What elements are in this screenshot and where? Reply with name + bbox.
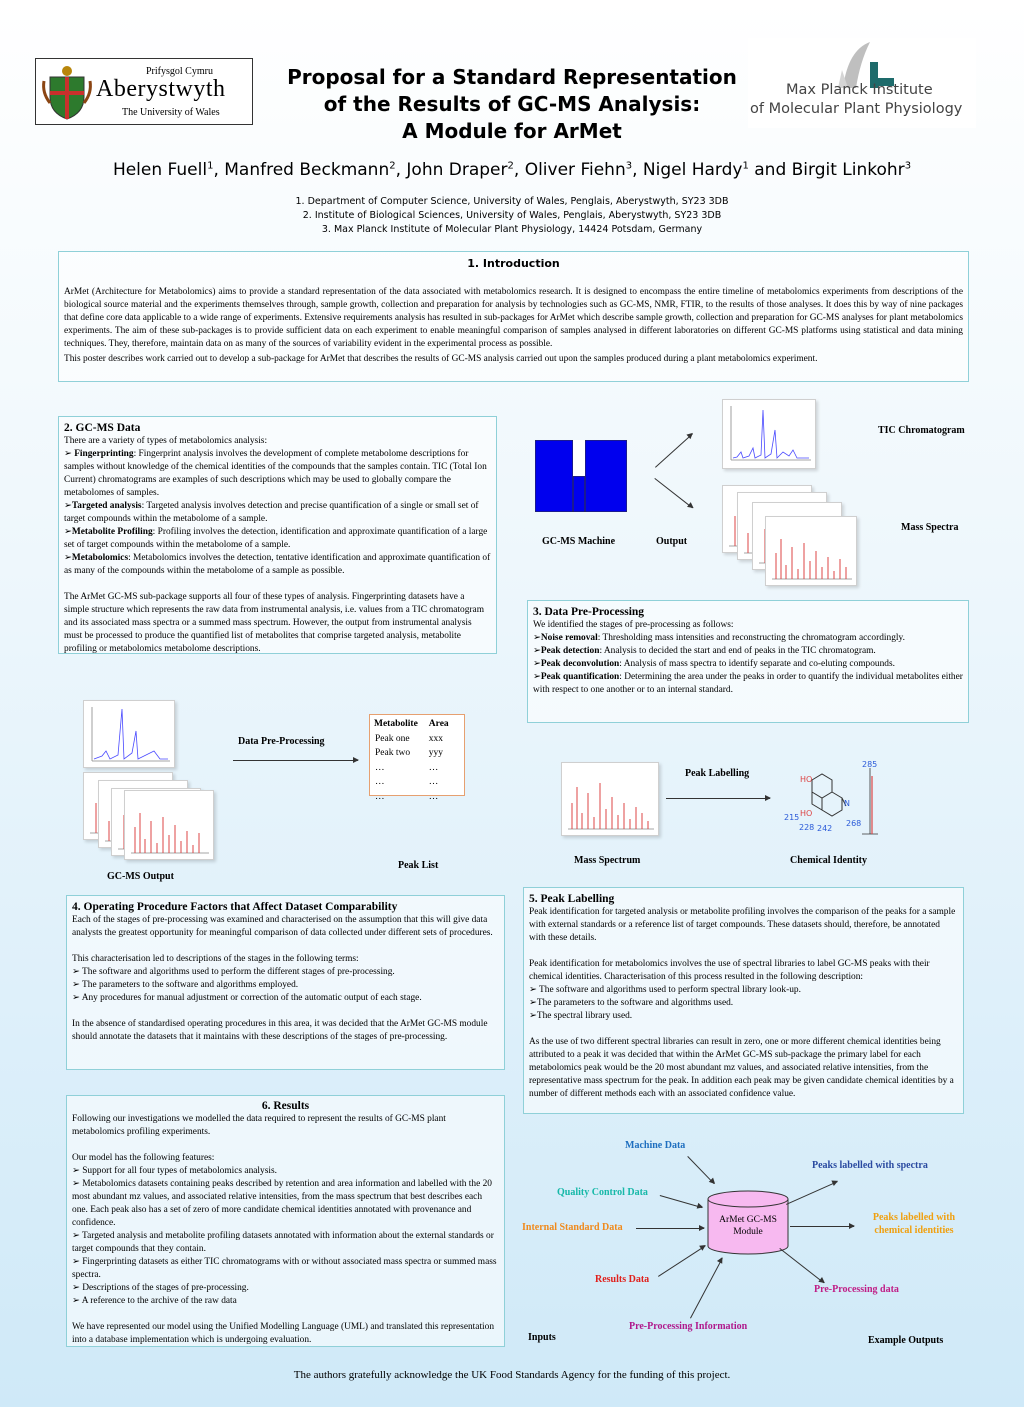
peak-list-table xyxy=(369,714,465,802)
gcms-output-tic-plot xyxy=(83,700,175,768)
factors-section xyxy=(66,895,505,1070)
arrow-preproc-info xyxy=(690,1258,723,1319)
arrow-to-identity xyxy=(666,798,770,799)
title-line-2: of the Results of GC-MS Analysis: xyxy=(323,92,701,116)
gcms-machine-icon xyxy=(535,440,627,512)
author-name: Manfred Beckmann xyxy=(224,160,390,180)
author-affiliation-number: 2 xyxy=(507,160,514,172)
author-affiliation-number: 1 xyxy=(207,160,214,172)
arrow-results-data xyxy=(658,1246,706,1277)
table-row: Peak two yyy xyxy=(375,748,444,758)
poster-title xyxy=(262,64,762,145)
preproc-item-4: ➢Peak quantification: Determining the area under the peaks in order to quantify the individual metabolites either with respect to one another or to an internal standard. xyxy=(533,672,963,695)
mass-spectrum-plot-4 xyxy=(765,516,857,586)
gcms-data-section xyxy=(58,416,497,654)
preproc-item-2: ➢Peak detection: Analysis to decided the start and end of peaks in the TIC chromatogram. xyxy=(533,646,876,656)
preproc-item-3: ➢Peak deconvolution: Analysis of mass spectra to identify separate and co-eluting compounds. xyxy=(533,659,895,669)
arrow-preproc-data xyxy=(779,1248,824,1283)
mol-label-215: 215 xyxy=(784,813,800,822)
internal-standard-label: Internal Standard Data xyxy=(522,1222,623,1233)
gcms-output-ms-4 xyxy=(124,790,214,860)
results-title: 6. Results xyxy=(261,1100,310,1112)
qc-data-label: Quality Control Data xyxy=(557,1187,648,1198)
arrow-peaks-spectra xyxy=(786,1181,838,1205)
gcms-p2: The ArMet GC-MS sub-package supports all four of these types of analysis. Fingerprinting datasets have a simple structure which represents the raw data from instrumental analysis, i.e. values from a TIC chromatogram and its associated mass spectra or a summed mass spectrum. However, the output from instrumental analysis must be processed to produce the quantified list of metabolites that comprise targeted analysis, metabolite profiling or metabolomics metabolome descriptions. xyxy=(64,592,485,654)
mass-spectrum-label: Mass Spectrum xyxy=(574,855,641,866)
peak-list-label: Peak List xyxy=(398,860,439,871)
title-line-1: Proposal for a Standard Representation xyxy=(287,65,737,89)
single-mass-spectrum-plot xyxy=(561,762,659,836)
intro-p2: This poster describes work carried out to develop a sub-package for ArMet that describes the results of GC-MS analysis carried out upon the samples produced during a plant metabolomics experiment. xyxy=(64,354,818,364)
logo-line3: The University of Wales xyxy=(122,107,220,118)
table-row: Peak one xxx xyxy=(375,733,444,744)
gcms-item-4: ➢Metabolomics: Metabolomics involves the detection, tentative identification and approximate quantification of as many of the compounds within the metabolome of a sample as possible. xyxy=(64,553,491,576)
author-name: Helen Fuell xyxy=(112,160,208,180)
results-section xyxy=(66,1095,505,1347)
peak-labelling-label: Peak Labelling xyxy=(685,768,750,779)
affiliation-1: 1. Department of Computer Science, University of Wales, Penglais, Aberystwyth, SY23 3DB xyxy=(295,196,729,207)
preproc-info-label: Pre-Processing Information xyxy=(629,1321,748,1332)
mol-label-285: 285 xyxy=(862,760,878,769)
author-name: Oliver Fiehn xyxy=(524,160,626,180)
tic-label: TIC Chromatogram xyxy=(878,425,965,436)
table-row: … … xyxy=(375,777,439,787)
preproc-item-1: ➢Noise removal: Thresholding mass intensities and reconstructing the chromatogram accordingly. xyxy=(533,633,905,643)
preproc-title: 3. Data Pre-Processing xyxy=(533,606,645,618)
arrow-to-peak-list xyxy=(233,760,358,761)
factors-item-1: ➢ The software and algorithms used to perform the different stages of pre-processing. xyxy=(72,967,395,977)
arrow-qc-data xyxy=(660,1195,703,1208)
author-affiliation-number: 3 xyxy=(625,160,633,172)
preproc-intro: We identified the stages of pre-processing as follows: xyxy=(533,620,734,630)
preproc-data-label: Pre-Processing data xyxy=(814,1284,899,1295)
labelling-item-3: ➢The spectral library used. xyxy=(529,1011,633,1021)
gcms-item-2: ➢Targeted analysis: Targeted analysis involves detection and precise quantification of a single or small set of target compounds within the metabolome of a sample. xyxy=(64,501,479,524)
gcms-machine-label: GC-MS Machine xyxy=(542,536,616,547)
factors-p2: This characterisation led to descriptions of the stages in the following terms: xyxy=(72,954,359,964)
table-header-metabolite: Metabolite xyxy=(374,719,418,729)
mol-label-ho-1: HO xyxy=(800,775,813,784)
results-p2: Our model has the following features: xyxy=(72,1153,215,1163)
introduction-section xyxy=(58,251,969,382)
peaks-chem-label: Peaks labelled with chemical identities xyxy=(872,1212,956,1236)
results-data-label: Results Data xyxy=(595,1274,650,1285)
labelling-p1: Peak identification for targeted analysis or metabolite profiling involves the comparison of the peaks for a sample with external standards or a reference list of target compounds. These datasets should, therefore, be annotated with these details. xyxy=(529,907,956,943)
aberystwyth-logo xyxy=(35,58,253,125)
outputs-label: Example Outputs xyxy=(868,1335,944,1346)
affiliation-3: 3. Max Planck Institute of Molecular Plant Physiology, 14424 Potsdam, Germany xyxy=(321,224,703,235)
results-item-4: ➢ Fingerprinting datasets as either TIC chromatograms with or without associated mass spectra or summed mass spectra. xyxy=(72,1257,497,1280)
max-planck-logo xyxy=(748,38,976,128)
author-affiliation-number: 1 xyxy=(742,160,749,172)
results-item-2: ➢ Metabolomics datasets containing peaks described by retention and area information and labelled with the 20 most abundant mz values, and associated relative intensities, from the mass spectrum that best describes each one. Each peak also has a set of zero of more candidate chemical identities annotated with provenance and confidence. xyxy=(72,1179,492,1228)
intro-title: 1. Introduction xyxy=(467,257,560,270)
chemical-structure-icon xyxy=(782,758,880,838)
module-label: ArMet GC-MS Module xyxy=(719,1215,777,1237)
logo-line2: Aberystwyth xyxy=(96,76,226,102)
table-header-area: Area xyxy=(428,719,449,729)
factors-item-3: ➢ Any procedures for manual adjustment or correction of the automatic output of each stage. xyxy=(72,993,422,1003)
mol-label-ho-2: HO xyxy=(800,809,813,818)
chemical-identity-label: Chemical Identity xyxy=(790,855,867,866)
gcms-item-3: ➢Metabolite Profiling: Profiling involves the detection, identification and approximate quantification of a large set of target compounds within the metabolome of a sample. xyxy=(64,527,488,550)
tic-chromatogram-plot xyxy=(722,399,816,469)
crest-icon xyxy=(40,63,94,121)
mol-label-228: 228 xyxy=(799,823,815,832)
arrow-is-data xyxy=(636,1228,704,1229)
factors-p3: In the absence of standardised operating procedures in this area, it was decided that the ArMet GC-MS module should annotate the datasets that it maintains with these descriptions of the stages of pre-processing. xyxy=(72,1019,488,1042)
mp-line2: of Molecular Plant Physiology xyxy=(750,101,963,117)
peaks-spectra-label: Peaks labelled with spectra xyxy=(812,1160,928,1171)
title-line-3: A Module for ArMet xyxy=(402,119,622,143)
arrow-peaks-chem xyxy=(790,1226,854,1227)
labelling-item-2: ➢The parameters to the software and algorithms used. xyxy=(529,998,734,1008)
logo-line1: Prifysgol Cymru xyxy=(146,66,213,77)
intro-p1: ArMet (Architecture for Metabolomics) aims to provide a standard representation of the data associated with metabolomics research. It is designed to encompass the entire timeline of metabolomics experiments from descriptions of the biological source material and the experiments themselves through, sample growth, collection and preparation for analysis by technologies such as GC-MS, NMR, FTIR, to the results of those analyses. It does this by way of nine packages that define core data applicable to a wide range of experiments. Extensive requirements analysis has resulted in sub-packages for ArMet which describe sample growth, collection and preparation for GC-MS analyses for plant metabolomics experiments. The aim of these sub-packages is to provide sufficient data on each experiment to enable meaningful comparison of samples analysed in different laboratories on different GC-MS platforms using statistical and data mining techniques. They, therefore, maintain data on as many of the sources of variability evident in the experimental process as possible. xyxy=(64,287,963,349)
author-affiliation-number: 3 xyxy=(904,160,912,172)
mass-spectra-label: Mass Spectra xyxy=(901,522,959,533)
author-name: Birgit Linkohr xyxy=(791,160,905,180)
gcms-item-1: ➢ Fingerprinting: Fingerprint analysis involves the development of complete metabolome descriptions for samples without knowledge of the chemical identities of the compounds that the samples contain. TIC (Total Ion Current) chromatograms are examples of such descriptions which may be used to globally compare the metabolomes of samples. xyxy=(64,449,487,498)
affiliation-2: 2. Institute of Biological Sciences, University of Wales, Penglais, Aberystwyth, SY23 3DB xyxy=(302,210,722,221)
arrow-machine-data xyxy=(687,1156,714,1184)
data-preprocessing-label: Data Pre-Processing xyxy=(238,736,325,747)
gcms-intro: There are a variety of types of metabolomics analysis: xyxy=(64,436,268,446)
factors-title: 4. Operating Procedure Factors that Affect Dataset Comparability xyxy=(72,901,398,913)
results-item-6: ➢ A reference to the archive of the raw data xyxy=(72,1296,237,1306)
results-item-3: ➢ Targeted analysis and metabolite profiling datasets annotated with information about the external standards or target compounds that they contain. xyxy=(72,1231,494,1254)
table-row: … … xyxy=(375,791,439,802)
peak-labelling-section xyxy=(523,887,964,1114)
results-p1: Following our investigations we modelled the data required to represent the results of GC-MS plant metabolomics profiling experiments. xyxy=(72,1114,446,1137)
peak-table xyxy=(374,717,450,804)
factors-item-2: ➢ The parameters to the software and algorithms employed. xyxy=(72,980,299,990)
arrow-to-spectra xyxy=(654,478,692,508)
author-name: Nigel Hardy xyxy=(642,160,743,180)
results-item-1: ➢ Support for all four types of metabolomics analysis. xyxy=(72,1166,277,1176)
mol-label-n: N xyxy=(844,799,850,808)
mol-label-268: 268 xyxy=(846,819,862,828)
gcms-title: 2. GC-MS Data xyxy=(64,422,141,434)
author-affiliation-number: 2 xyxy=(389,160,396,172)
author-name: John Draper xyxy=(406,160,508,180)
labelling-item-1: ➢ The software and algorithms used to perform spectral library look-up. xyxy=(529,985,801,995)
mol-label-242: 242 xyxy=(817,824,833,833)
factors-p1: Each of the stages of pre-processing was examined and characterised on the assumption that this will give data analysts the greatest opportunity for meaningful comparison of data collected under different sets of procedures. xyxy=(72,915,493,938)
arrow-to-tic xyxy=(655,434,693,468)
labelling-p2: Peak identification for metabolomics involves the use of spectral libraries to label GC-MS peaks with their chemical identities. Characterisation of this process resulted in the following description: xyxy=(529,959,930,982)
affiliations xyxy=(0,195,1024,237)
machine-data-label: Machine Data xyxy=(625,1140,686,1151)
acknowledgement: The authors gratefully acknowledge the UK Food Standards Agency for the funding of this project. xyxy=(293,1369,731,1381)
mp-line1: Max Planck Institute xyxy=(786,82,933,98)
gcms-output-label: GC-MS Output xyxy=(107,871,174,882)
results-item-5: ➢ Descriptions of the stages of pre-processing. xyxy=(72,1283,249,1293)
results-p3: We have represented our model using the Unified Modelling Language (UML) and translated this representation into a database implementation which is undergoing evaluation. xyxy=(72,1322,495,1345)
labelling-p3: As the use of two different spectral libraries can result in zero, one or more different chemical identities being attributed to a peak it was decided that within the ArMet GC-MS sub-package the primary label for each metabolomics peak would be the 20 most abundant mz values, and associated relative intensities, from the representative mass spectrum for the peak. In addition each peak may be given candidate chemical identities by a number of different methods each with an associated confidence value. xyxy=(529,1037,954,1099)
preprocessing-section xyxy=(527,600,969,723)
labelling-title: 5. Peak Labelling xyxy=(529,893,615,905)
output-label: Output xyxy=(656,536,688,547)
inputs-label: Inputs xyxy=(528,1332,556,1343)
author-list: Helen Fuell$^1$, Manfred Beckmann$^2$, John Draper$^2$, Oliver Fiehn$^3$, Nigel Hardy$^1$ and Birgit Linkohr$^3$ xyxy=(112,160,912,180)
table-row: … … xyxy=(375,762,439,773)
